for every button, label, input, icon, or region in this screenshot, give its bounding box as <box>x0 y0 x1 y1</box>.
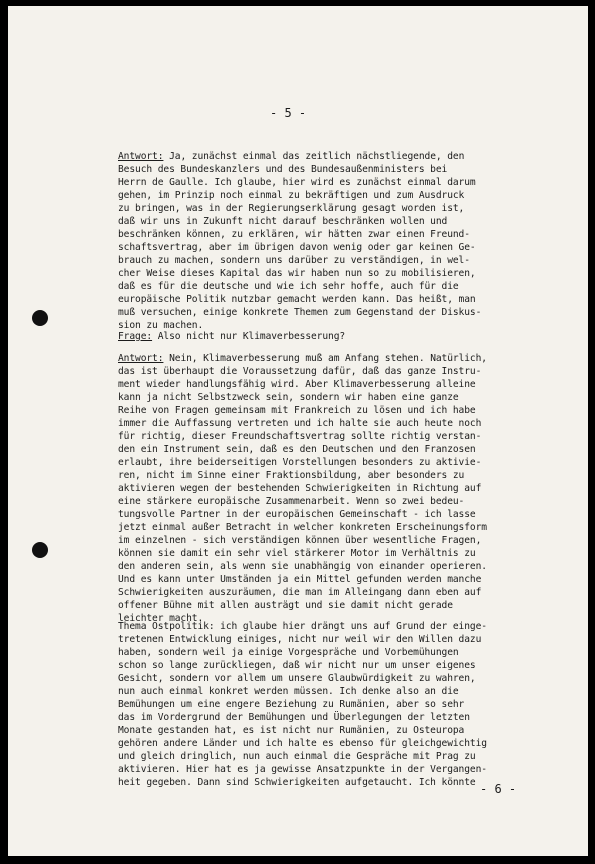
text-line: für richtig, dieser Freundschaftsvertrag sollte richtig verstan- <box>118 431 482 442</box>
text-line: Besuch des Bundeskanzlers und des Bundesaußenministers bei <box>118 164 448 175</box>
speaker-label: Antwort: <box>118 353 164 364</box>
text-line: haben, sondern weil ja einige Vorgespräche und Vorbemühungen <box>118 647 459 658</box>
text-line: tungsvolle Partner in der europäischen Gemeinschaft - ich lasse <box>118 509 476 520</box>
text-line: das im Vordergrund der Bemühungen und Überlegungen der letzten <box>118 712 470 723</box>
paragraph-first-line: Thema Ostpolitik: ich glaube hier drängt uns auf Grund der einge- <box>118 621 487 632</box>
text-line: muß versuchen, einige konkrete Themen zum Gegenstand der Diskus- <box>118 307 482 318</box>
speaker-label: Antwort: <box>118 151 164 162</box>
text-line: schaftsvertrag, aber im übrigen davon wenig oder gar keinen Ge- <box>118 242 476 253</box>
text-line: tretenen Entwicklung einiges, nicht nur weil wir den Willen dazu <box>118 634 482 645</box>
paragraph-first-line: Also nicht nur Klimaverbesserung? <box>152 331 346 342</box>
page-number-top: - 5 - <box>270 106 307 120</box>
text-line: heit gegeben. Dann sind Schwierigkeiten aufgetaucht. Ich könnte <box>118 777 476 788</box>
text-line: erlaubt, ihre beiderseitigen Vorstellungen besonders zu aktivie- <box>118 457 482 468</box>
text-line: Reihe von Fragen gemeinsam mit Frankreich zu lösen und ich habe <box>118 405 476 416</box>
text-line: Und es kann unter Umständen ja ein Mittel gefunden werden manche <box>118 574 482 585</box>
text-line: im einzelnen - sich verständigen können über wesentliche Fragen, <box>118 535 482 546</box>
text-line: Schwierigkeiten auszuräumen, die man im Alleingang dann eben auf <box>118 587 482 598</box>
text-line: immer die Auffassung vertreten und ich halte sie auch heute noch <box>118 418 482 429</box>
text-line: schon so lange zurückliegen, daß wir nicht nur um unser eigenes <box>118 660 476 671</box>
text-line: Herrn de Gaulle. Ich glaube, hier wird es zunächst einmal darum <box>118 177 476 188</box>
text-line: kann ja nicht Selbstzweck sein, sondern wir haben eine ganze <box>118 392 459 403</box>
text-line: Bemühungen um eine engere Beziehung zu Rumänien, aber so sehr <box>118 699 465 710</box>
text-line: aktivieren wegen der bestehenden Schwierigkeiten in Richtung auf <box>118 483 482 494</box>
page-number-bottom: - 6 - <box>480 782 517 796</box>
text-line: ren, nicht im Sinne einer Fraktionsbildung, aber besonders zu <box>118 470 465 481</box>
text-line: brauch zu machen, sondern uns darüber zu verständigen, in wel- <box>118 255 470 266</box>
text-line: den ein Instrument sein, daß es den Deutschen und den Franzosen <box>118 444 476 455</box>
text-line: zu bringen, was in der Regierungserklärung gesagt worden ist, <box>118 203 465 214</box>
text-line: daß es für die deutsche und wie ich sehr hoffe, auch für die <box>118 281 459 292</box>
paragraph-4 <box>118 620 518 789</box>
text-line: offener Bühne mit allen austrägt und sie damit nicht gerade <box>118 600 453 611</box>
text-line: gehen, im Prinzip noch einmal zu bekräftigen und zum Ausdruck <box>118 190 465 201</box>
punch-hole-bottom <box>32 542 48 558</box>
text-line: ment wieder handlungsfähig wird. Aber Klimaverbesserung alleine <box>118 379 476 390</box>
text-line: leichter macht. <box>118 613 204 624</box>
text-line: europäische Politik nutzbar gemacht werden kann. Das heißt, man <box>118 294 476 305</box>
punch-hole-top <box>32 310 48 326</box>
text-line: Gesicht, sondern vor allem um unsere Glaubwürdigkeit zu wahren, <box>118 673 476 684</box>
text-line: cher Weise dieses Kapital das wir haben nun so zu mobilisieren, <box>118 268 476 279</box>
text-line: das ist überhaupt die Voraussetzung dafür, daß das ganze Instru- <box>118 366 482 377</box>
text-line: nun auch einmal konkret werden müssen. Ich denke also an die <box>118 686 459 697</box>
speaker-label: Frage: <box>118 331 153 342</box>
text-line: jetzt einmal außer Betracht in welcher konkreten Erscheinungsform <box>118 522 487 533</box>
text-line: aktivieren. Hier hat es ja gewisse Ansatzpunkte in der Vergangen- <box>118 764 487 775</box>
text-line: gehören andere Länder und ich halte es ebenso für gleichgewichtig <box>118 738 487 749</box>
text-line: Monate gestanden hat, es ist nicht nur Rumänien, zu Osteuropa <box>118 725 465 736</box>
paragraph-2 <box>118 330 518 343</box>
text-line: eine stärkere europäische Zusammenarbeit. Wenn so zwei bedeu- <box>118 496 465 507</box>
paragraph-first-line: Ja, zunächst einmal das zeitlich nächstliegende, den <box>163 151 465 162</box>
text-line: und gleich dringlich, nun auch einmal die Gespräche mit Prag zu <box>118 751 476 762</box>
text-line: können sie damit ein sehr viel stärkerer Motor im Verhältnis zu <box>118 548 476 559</box>
text-line: sion zu machen. <box>118 320 204 331</box>
text-line: daß wir uns in Zukunft nicht darauf beschränken wollen und <box>118 216 448 227</box>
paragraph-3 <box>118 352 518 625</box>
text-line: den anderen sein, als wenn sie unabhängig von einander operieren. <box>118 561 487 572</box>
paragraph-first-line: Nein, Klimaverbesserung muß am Anfang stehen. Natürlich, <box>163 353 487 364</box>
paragraph-1 <box>118 150 518 332</box>
text-line: beschränken können, zu erklären, wir hätten zwar einen Freund- <box>118 229 470 240</box>
